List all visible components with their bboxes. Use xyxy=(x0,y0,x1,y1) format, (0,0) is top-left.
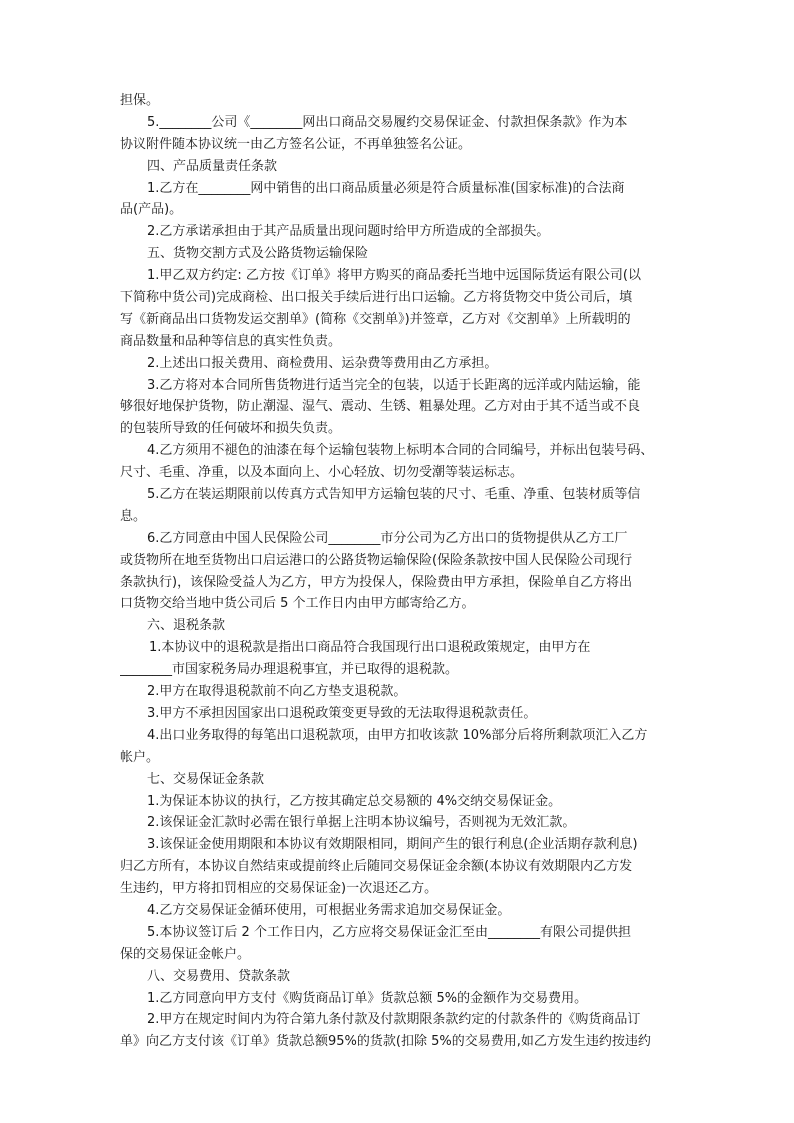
text-line: 5.乙方在装运期限前以传真方式告知甲方运输包装的尺寸、毛重、净重、包装材质等信 xyxy=(147,487,641,503)
text-line: 1.为保证本协议的执行，乙方按其确定总交易额的 4%交纳交易保证金。 xyxy=(147,793,562,809)
text-line: 2.甲方在规定时间内为符合第九条付款及付款期限条款约定的付款条件的《购货商品订 xyxy=(147,1012,641,1028)
text-line: 或货物所在地至货物出口启运港口的公路货物运输保险(保险条款按中国人民保险公司现行 xyxy=(120,552,633,568)
section-heading: 六、退税条款 xyxy=(147,618,226,634)
text-line: 尺寸、毛重、净重，以及本面向上、小心轻放、切勿受潮等装运标志。 xyxy=(120,465,524,481)
text-line: 5.________公司《________网出口商品交易履约交易保证金、付款担保条款》作为本 xyxy=(147,114,628,130)
text-line: 5.本协议签订后 2 个工作日内，乙方应将交易保证金汇至由________有限公司提供担 xyxy=(147,924,631,940)
text-line: 协议附件随本协议统一由乙方签名公证，不再单独签名公证。 xyxy=(120,136,472,152)
text-line: 生违约，甲方将扣罚相应的交易保证金)一次退还乙方。 xyxy=(120,881,438,897)
text-line: 1.乙方在________网中销售的出口商品质量必须是符合质量标准(国家标准)的合法商 xyxy=(147,180,625,196)
text-line: 息。 xyxy=(120,508,147,524)
section-heading: 八、交易费用、贷款条款 xyxy=(147,968,291,984)
text-line: 单》向乙方支付该《订单》货款总额95%的货款(扣除 5%的交易费用,如乙方发生违约按违约 xyxy=(120,1034,651,1050)
text-line: 2.乙方承诺承担由于其产品质量出现问题时给甲方所造成的全部损失。 xyxy=(147,224,550,240)
section-heading: 七、交易保证金条款 xyxy=(147,771,265,787)
text-line: 3.该保证金使用期限和本协议有效期限相同，期间产生的银行利息(企业活期存款利息) xyxy=(147,837,638,853)
text-line: 保的交易保证金帐户。 xyxy=(120,946,251,962)
text-line: 1.甲乙双方约定: 乙方按《订单》将甲方购买的商品委托当地中远国际货运有限公司(以 xyxy=(147,268,641,284)
text-line: 4.乙方交易保证金循环使用，可根据业务需求追加交易保证金。 xyxy=(147,902,511,918)
text-line: 下简称中货公司)完成商检、出口报关手续后进行出口运输。乙方将货物交中货公司后，填 xyxy=(120,290,633,306)
text-line: 口货物交给当地中货公司后 5 个工作日内由甲方邮寄给乙方。 xyxy=(120,596,475,612)
section-heading: 四、产品质量责任条款 xyxy=(147,158,278,174)
text-line: 4.出口业务取得的每笔出口退税款项，由甲方扣收该款 10%部分后将所剩款项汇入乙方 xyxy=(147,727,648,743)
text-line: 条款执行)，该保险受益人为乙方，甲方为投保人，保险费由甲方承担，保险单自乙方将出 xyxy=(120,574,633,590)
text-line: 写《新商品出口货物发运交割单》(简称《交割单》)并签章，乙方对《交割单》上所载明的 xyxy=(120,311,631,327)
text-line: 2.上述出口报关费用、商检费用、运杂费等费用由乙方承担。 xyxy=(147,355,498,371)
text-line: 归乙方所有，本协议自然结束或提前终止后随同交易保证金余额(本协议有效期限内乙方发 xyxy=(120,859,633,875)
text-line: 担保。 xyxy=(120,93,160,108)
text-line: 4.乙方须用不褪色的油漆在每个运输包装物上标明本合同的合同编号，并标出包装号码、 xyxy=(147,443,654,459)
text-line: 3.乙方将对本合同所售货物进行适当完全的包装，以适于长距离的远洋或内陆运输，能 xyxy=(147,377,641,393)
text-line: 6.乙方同意由中国人民保险公司________市分公司为乙方出口的货物提供从乙方工厂 xyxy=(147,530,628,546)
text-line: 1.乙方同意向甲方支付《购货商品订单》货款总额 5%的金额作为交易费用。 xyxy=(147,990,588,1006)
text-line: 2.甲方在取得退税款前不向乙方垫支退税款。 xyxy=(147,684,407,700)
text-line: 帐户。 xyxy=(120,749,160,765)
text-line: 品(产品)。 xyxy=(120,202,183,218)
text-line: 的包装所导致的任何破坏和损失负责。 xyxy=(120,421,342,437)
section-heading: 五、货物交割方式及公路货物运输保险 xyxy=(147,246,369,262)
text-line: 够很好地保护货物，防止潮湿、湿气、震动、生锈、粗暴处理。乙方对由于其不适当或不良 xyxy=(120,399,641,415)
document-body xyxy=(120,90,675,1053)
text-line: 1.本协议中的退税款是指出口商品符合我国现行出口退税政策规定，由甲方在 xyxy=(149,640,591,656)
text-line: 3.甲方不承担因国家出口退税政策变更导致的无法取得退税款责任。 xyxy=(147,705,537,721)
text-line: 2.该保证金汇款时必需在银行单据上注明本协议编号，否则视为无效汇款。 xyxy=(147,815,576,831)
text-line: 商品数量和品种等信息的真实性负责。 xyxy=(120,333,342,349)
text-line: ________市国家税务局办理退税事宜，并已取得的退税款。 xyxy=(120,662,459,678)
